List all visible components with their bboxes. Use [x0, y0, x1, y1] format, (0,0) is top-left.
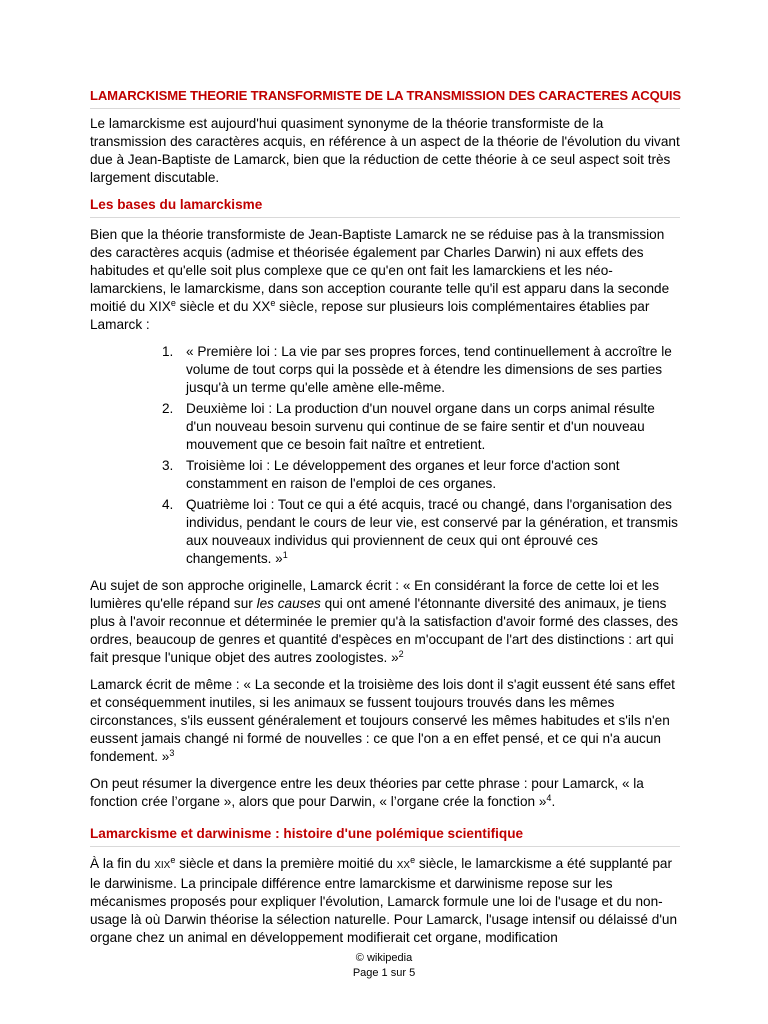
list-text: « Première loi : La vie par ses propres forces, tend continuellement à accroître le volume de tout corps qui la possède et à étendre les dimensions de ses parties jusqu'à un terme qu'elle amène elle-même.: [186, 344, 672, 395]
text-span: Au sujet de son approche originelle, Lamarck écrit : « En considérant la force de cette loi et les lumières qu'elle répand sur: [90, 578, 659, 611]
list-number: 2.: [162, 401, 174, 416]
text-span: siècle et dans la première moitié du: [175, 856, 397, 871]
list-text: Quatrième loi : Tout ce qui a été acquis, tracé ou changé, dans l'organisation des individus, pendant le cours de leur vie, est conservé par la génération, et transmis aux nouveaux individus qui proviennent de ceux qui ont éprouvé ces changements. »: [186, 497, 678, 566]
footnote-ref-3[interactable]: 3: [169, 748, 175, 758]
list-item-law-1: [90, 343, 680, 397]
text-span: siècle, repose sur plusieurs lois complémentaires établies par Lamarck :: [90, 299, 650, 332]
small-caps-text: XIX: [154, 860, 171, 871]
text-span: siècle et du XX: [175, 299, 271, 314]
footer-copyright: © wikipedia: [355, 952, 413, 964]
bases-paragraph-3: [90, 676, 680, 766]
bases-paragraph-4: [90, 775, 680, 811]
section-heading-darwinisme: Lamarckisme et darwinisme : histoire d'une polémique scientifique: [90, 825, 680, 847]
superscript: e: [170, 298, 176, 308]
text-span: .: [551, 794, 556, 809]
text-span: On peut résumer la divergence entre les deux théories par cette phrase : pour Lamarck, « la fonction crée l’organe », alors que pour Darwin, « l’organe crée la fonction »: [90, 776, 644, 809]
text-span: Lamarck écrit de même : « La seconde et la troisième des lois dont il s'agit eussent été sans effet et conséquemment inutiles, si les animaux se fussent toujours trouvés dans les mêmes circonstances, s'ils eussent généralement et toujours conservé les mêmes habitudes et s'ils n'en eussent jamais changé ni formé de nouvelles : ce que l'on a en effet pensé, et ce qui n'a aucun fondement. »: [90, 677, 675, 764]
text-span: Bien que la théorie transformiste de Jean-Baptiste Lamarck ne se réduise pas à la transmission des caractères acquis (admise et théorisée également par Charles Darwin) ni aux effets des habitudes et qu'elle soit plus complexe que ce qu'en ont fait les lamarckiens et les néo-lamarckiens, le lamarckisme, dans son acception courante telle qu'il est apparu dans la seconde moitié du XIX: [90, 227, 670, 314]
small-caps-text: XX: [396, 860, 411, 871]
emphasis-text: les causes: [256, 596, 321, 611]
list-item-law-3: [90, 457, 680, 493]
superscript: e: [270, 298, 276, 308]
document-title: LAMARCKISME THEORIE TRANSFORMISTE DE LA TRANSMISSION DES CARACTERES ACQUIS: [90, 87, 680, 109]
darwinisme-paragraph-1: [90, 855, 680, 947]
list-number: 1.: [162, 344, 174, 359]
list-item-law-2: [90, 400, 680, 454]
list-number: 3.: [162, 458, 174, 473]
page-footer: [0, 951, 768, 981]
footnote-ref-2[interactable]: 2: [398, 649, 404, 659]
superscript: e: [410, 855, 416, 865]
text-span: qui ont amené l'étonnante diversité des animaux, je tiens plus à l'avoir reconnue et déterminée le premier qu'à la satisfaction d'avoir formé des classes, des ordres, beaucoup de genres et quantité d'espèces en m'occupant de l'art des distinctions : art qui fait presque l'unique objet des autres zoologistes. »: [90, 596, 679, 665]
text-span: siècle, le lamarckisme a été supplanté par le darwinisme. La principale différence entre lamarckisme et darwinisme repose sur les mécanismes proposés pour expliquer l'évolution, Lamarck formule une loi de l'usage et du non-usage là où Darwin théorise la sélection naturelle. Pour Lamarck, l'usage intensif ou délaissé d'un organe chez un animal en développement modifierait cet organe, modification: [90, 856, 678, 945]
list-text: Deuxième loi : La production d'un nouvel organe dans un corps animal résulte d'un nouveau besoin survenu qui continue de se faire sentir et d'un nouveau mouvement que ce besoin fait naître et entretient.: [186, 401, 655, 452]
text-span: À la fin du: [90, 856, 155, 871]
footnote-ref-4[interactable]: 4: [546, 793, 552, 803]
bases-paragraph-1: [90, 226, 680, 334]
list-text: Troisième loi : Le développement des organes et leur force d'action sont constamment en raison de l'emploi de ces organes.: [186, 458, 620, 491]
document-page: [90, 87, 680, 956]
footnote-ref-1[interactable]: 1: [282, 550, 288, 560]
list-item-law-4: [90, 496, 680, 568]
section-heading-bases: Les bases du lamarckisme: [90, 196, 680, 218]
list-number: 4.: [162, 497, 174, 512]
footer-page-number: Page 1 sur 5: [352, 967, 416, 979]
bases-paragraph-2: [90, 577, 680, 667]
superscript: e: [170, 855, 176, 865]
laws-list: [90, 343, 680, 568]
intro-paragraph: Le lamarckisme est aujourd'hui quasiment synonyme de la théorie transformiste de la transmission des caractères acquis, en référence à un aspect de la théorie de l'évolution du vivant due à Jean-Baptiste de Lamarck, bien que la réduction de cette théorie à ce seul aspect soit très largement discutable.: [90, 116, 680, 185]
